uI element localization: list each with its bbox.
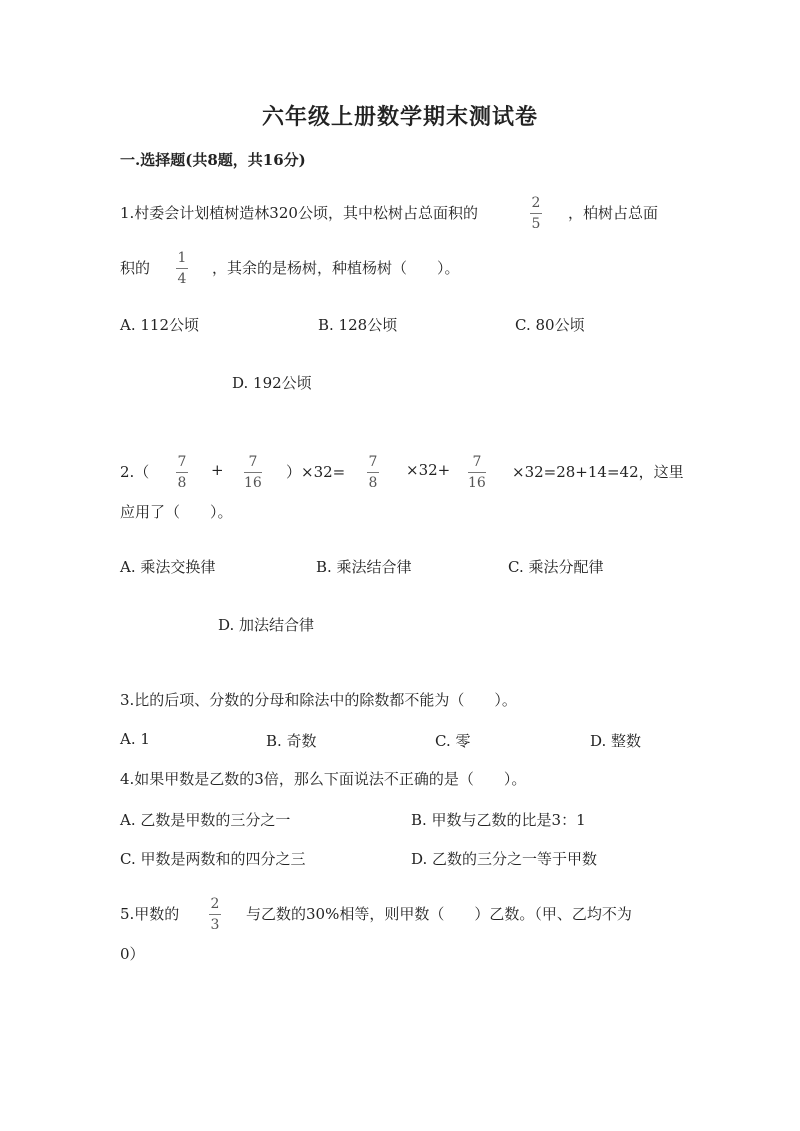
- q2-fraction-2-numerator: 7: [248, 454, 258, 470]
- q1-fraction-2-denominator: 4: [177, 271, 187, 287]
- q3-option-b[interactable]: B. 奇数: [266, 732, 317, 750]
- q1-option-a[interactable]: A. 112公顷: [120, 316, 199, 334]
- q1-fraction-1-denominator: 5: [531, 216, 541, 232]
- q2-fraction-1: [176, 455, 188, 490]
- q2-fraction-4-denominator: 16: [468, 475, 486, 491]
- q1-option-b[interactable]: B. 128公顷: [318, 316, 398, 334]
- q2-fraction-1-numerator: 7: [177, 454, 187, 470]
- q3-option-c[interactable]: C. 零: [435, 732, 471, 750]
- q4-option-d[interactable]: D. 乙数的三分之一等于甲数: [411, 850, 598, 868]
- q2-option-b[interactable]: B. 乘法结合律: [316, 558, 412, 576]
- q4-option-c[interactable]: C. 甲数是两数和的四分之三: [120, 850, 306, 868]
- q2-fraction-3-denominator: 8: [368, 475, 378, 491]
- q3-text: 3.比的后项、分数的分母和除法中的除数都不能为（ ）。: [120, 691, 517, 709]
- q1-option-d[interactable]: D. 192公顷: [232, 374, 312, 392]
- q3-option-d[interactable]: D. 整数: [590, 732, 642, 750]
- q3-option-a[interactable]: A. 1: [120, 730, 150, 748]
- q2-text-3: ×32+: [406, 461, 451, 479]
- page-title: 六年级上册数学期末测试卷: [261, 104, 538, 130]
- q2-plus-sign: +: [211, 461, 224, 479]
- q2-fraction-4-numerator: 7: [472, 454, 482, 470]
- q2-fraction-2: [244, 455, 262, 490]
- q2-fraction-3-numerator: 7: [368, 454, 378, 470]
- q5-fraction: [209, 897, 221, 932]
- q1-fraction-2: [176, 251, 188, 286]
- q1-text-4: ，其余的是杨树，种植杨树（ ）。: [212, 259, 460, 277]
- q5-fraction-numerator: 2: [210, 896, 220, 912]
- q1-text-1: 1.村委会计划植树造林320公顷，其中松树占总面积的: [120, 204, 478, 222]
- q2-option-a[interactable]: A. 乘法交换律: [120, 558, 216, 576]
- q5-text-2: 与乙数的30%相等，则甲数（ ）乙数。（甲、乙均不为: [246, 905, 632, 923]
- q5-text-3: 0）: [120, 945, 145, 963]
- q2-fraction-1-denominator: 8: [177, 475, 187, 491]
- q5-fraction-denominator: 3: [210, 917, 220, 933]
- q1-fraction-1: [530, 196, 542, 231]
- q1-fraction-2-numerator: 1: [177, 250, 187, 266]
- q2-text-5: 应用了（ ）。: [120, 503, 233, 521]
- q1-text-3: 积的: [120, 259, 151, 277]
- q4-option-b[interactable]: B. 甲数与乙数的比是3：1: [411, 811, 586, 829]
- q2-text-4: ×32=28+14=42，这里: [512, 463, 684, 481]
- q4-text: 4.如果甲数是乙数的3倍，那么下面说法不正确的是（ ）。: [120, 770, 527, 788]
- q2-fraction-4: [468, 455, 486, 490]
- q2-fraction-2-denominator: 16: [244, 475, 262, 491]
- q2-fraction-3: [367, 455, 379, 490]
- q2-text-1: 2.（: [120, 463, 150, 481]
- q2-option-d[interactable]: D. 加法结合律: [218, 616, 315, 634]
- q5-text-1: 5.甲数的: [120, 905, 180, 923]
- section-heading: 一.选择题(共8题，共16分): [120, 151, 306, 169]
- q2-option-c[interactable]: C. 乘法分配律: [508, 558, 604, 576]
- q1-option-c[interactable]: C. 80公顷: [515, 316, 585, 334]
- q2-text-2: ）×32=: [286, 463, 346, 481]
- q1-fraction-1-numerator: 2: [531, 195, 541, 211]
- q4-option-a[interactable]: A. 乙数是甲数的三分之一: [120, 811, 291, 829]
- q1-text-2: ，柏树占总面: [568, 204, 659, 222]
